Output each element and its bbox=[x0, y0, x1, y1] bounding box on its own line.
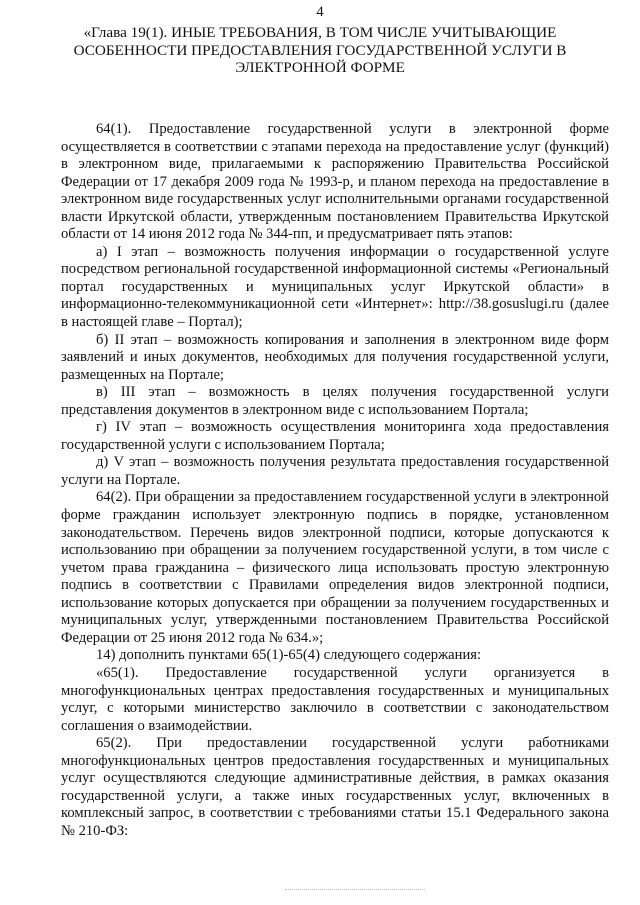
paragraph-stage-5: д) V этап – возможность получения результата предоставления государственной услуги на Портале. bbox=[61, 454, 609, 488]
paragraph-65-1: «65(1). Предоставление государственной услуги организуется в многофункциональных центрах предоставления государственных и муниципальных услуг, с которыми министерство заключило в соответствии с законодательством соглашения о взаимодействии. bbox=[61, 664, 609, 734]
footer-divider bbox=[285, 889, 425, 894]
paragraph-stage-1: а) I этап – возможность получения информации о государственной услуге посредством региональной государственной информационной системы «Региональный портал государственных и муниципальных услуг Иркутской области» в информационно-телекоммуникационной сети «Интернет»: http://38.gosuslugi.ru (далее в настоящей главе – Портал); bbox=[61, 243, 609, 331]
page-number: 4 bbox=[316, 4, 324, 20]
paragraph-stage-4: г) IV этап – возможность осуществления мониторинга хода предоставления государственной услуги с использованием Портала; bbox=[61, 419, 609, 453]
paragraph-stage-3: в) III этап – возможность в целях получения государственной услуги представления документов в электронном виде с использованием Портала; bbox=[61, 384, 609, 418]
paragraph-64-2: 64(2). При обращении за предоставлением государственной услуги в электронной форме гражданин использует электронную подпись в порядке, установленном законодательством. Перечень видов электронной подписи, которые допускаются к использованию при обращении за получением государственной услуги, в том числе с учетом права гражданина – физического лица использовать простую электронную подпись в соответствии с Правилами определения видов электронной подписи, использование которых допускается при обращении за получением государственных и муниципальных услуг, утвержденными постановлением Правительства Российской Федерации от 25 июня 2012 года № 634.»; bbox=[61, 489, 609, 646]
paragraph-65-2: 65(2). При предоставлении государственной услуги работниками многофункциональных центров предоставления государственных и муниципальных услуг осуществляются следующие административные действия, в рамках оказания государственной услуги, а также иных государственных услуг, включенных в комплексный запрос, в соответствии с требованиями статьи 15.1 Федерального закона № 210-ФЗ: bbox=[61, 735, 609, 839]
chapter-heading: «Глава 19(1). ИНЫЕ ТРЕБОВАНИЯ, В ТОМ ЧИСЛЕ УЧИТЫВАЮЩИЕ ОСОБЕННОСТИ ПРЕДОСТАВЛЕНИЯ ГОСУДАРСТВЕННОЙ УСЛУГИ В ЭЛЕКТРОННОЙ ФОРМЕ bbox=[73, 24, 567, 77]
paragraph-stage-2: б) II этап – возможность копирования и заполнения в электронном виде форм заявлений и иных документов, необходимых для получения государственной услуги, размещенных на Портале; bbox=[61, 331, 609, 383]
paragraph-item-14: 14) дополнить пунктами 65(1)-65(4) следующего содержания: bbox=[96, 647, 482, 664]
document-body bbox=[61, 121, 609, 840]
paragraph-64-1: 64(1). Предоставление государственной услуги в электронной форме осуществляется в соответствии с этапами перехода на предоставление услуг (функций) в электронном виде, прилагаемыми к распоряжению Правительства Российской Федерации от 17 декабря 2009 года № 1993-р, и планом перехода на предоставление в электронном виде государственных услуг исполнительными органами государственной власти Иркутской области, утвержденным постановлением Правительства Иркутской области от 14 июня 2012 года № 344-пп, и предусматривает пять этапов: bbox=[61, 121, 609, 243]
